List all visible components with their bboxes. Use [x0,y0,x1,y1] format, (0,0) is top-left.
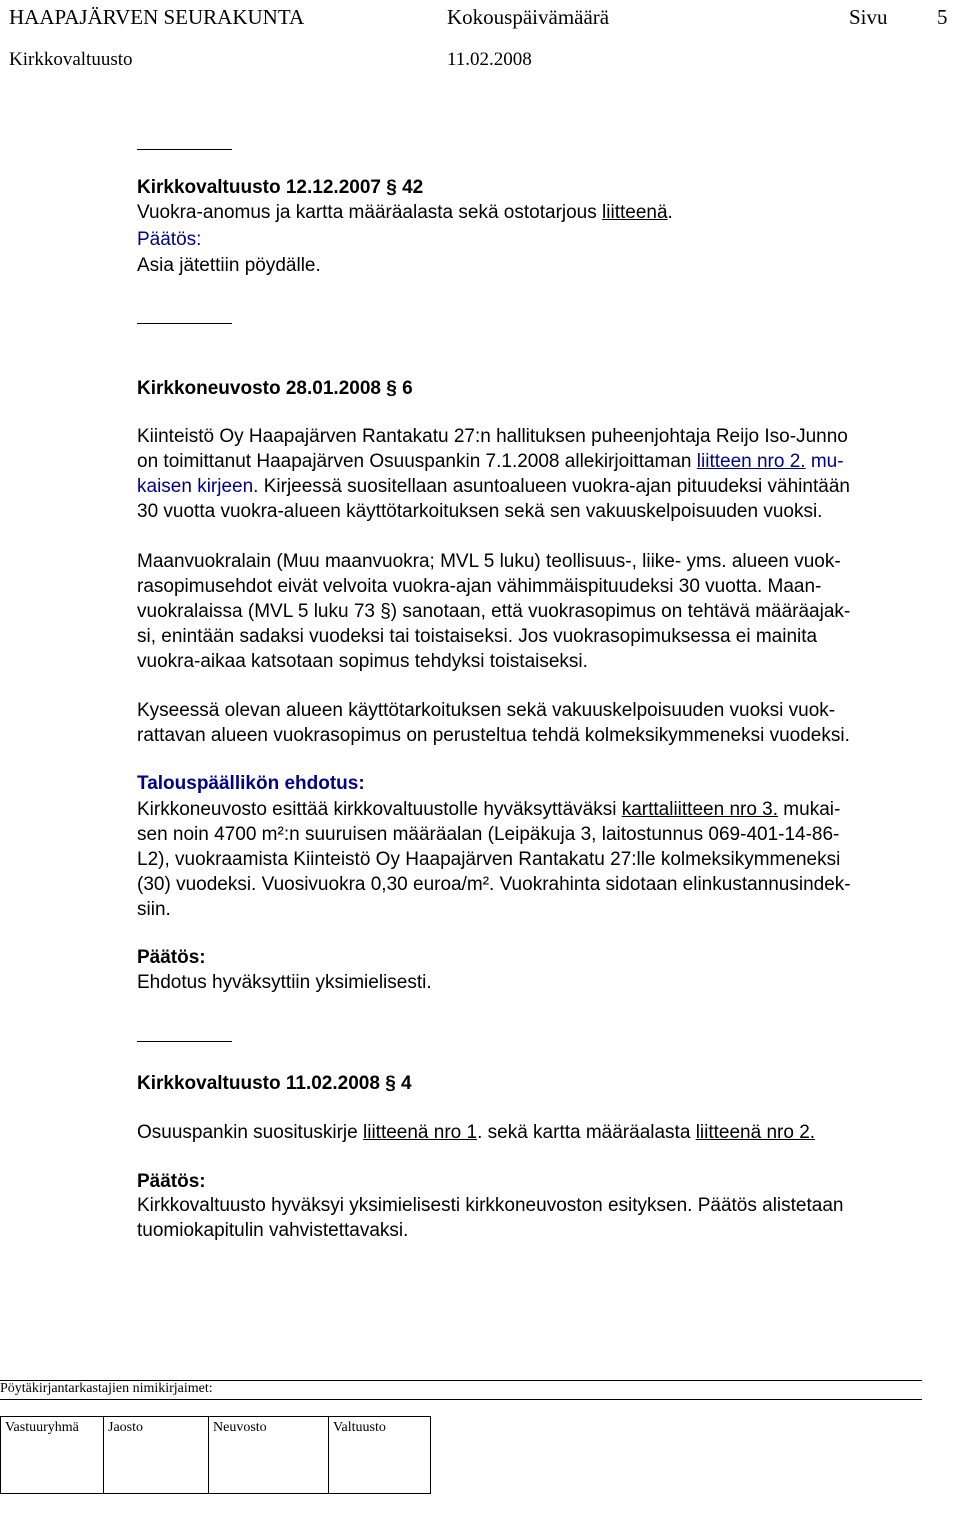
paragraph-line: Kirkkoneuvosto esittää kirkkovaltuustolle hyväksyttäväksi karttaliitteen nro 3. mukai- [137,799,841,820]
header-page-label: Sivu [849,5,888,29]
attachment-link[interactable]: liitteenä nro 2. [695,1122,816,1143]
attachment-link[interactable]: liitteenä nro 1 [363,1122,478,1143]
signature-cell-neuvosto: Neuvosto [209,1417,329,1494]
footer-rule [0,1399,922,1400]
paragraph-line: si, enintään sadaksi vuodeksi tai toistaiseksi. Jos vuokrasopimuksessa ei mainita [137,626,818,647]
signature-table [0,1416,431,1494]
attachment-link[interactable]: liitteenä [602,202,668,223]
footer-rule [0,1380,922,1381]
header-date: 11.02.2008 [447,49,532,70]
attachment-link[interactable]: karttaliitteen nro 3. [621,799,779,820]
paragraph-line: L2), vuokraamista Kiinteistö Oy Haapajärven Rantakatu 27:lle kolmeksikymmeneksi [137,849,841,870]
decision-label: Päätös: [137,229,202,250]
section-divider [137,1041,232,1042]
paragraph-line: kaisen kirjeen. Kirjeessä suositellaan asuntoalueen vuokra-ajan pituudeksi vähintään [137,476,850,497]
section-divider [137,149,232,150]
proposal-label: Talouspäällikön ehdotus: [137,773,365,794]
paragraph-line: vuokralaissa (MVL 5 luku 73 §) sanotaan, että vuokrasopimus on tehtävä määräajak- [137,601,851,622]
header-page-number: 5 [937,5,948,29]
decision-text: Ehdotus hyväksyttiin yksimielisesti. [137,972,432,993]
paragraph-line: Maanvuokralain (Muu maanvuokra; MVL 5 luku) teollisuus-, liike- yms. alueen vuok- [137,551,841,572]
paragraph-line: siin. [137,899,171,920]
decision-label: Päätös: [137,1171,206,1192]
decision-text: Kirkkovaltuusto hyväksyi yksimielisesti kirkkoneuvoston esityksen. Päätös alistetaan [137,1195,844,1216]
signatures-label: Pöytäkirjantarkastajien nimikirjaimet: [0,1381,213,1396]
paragraph-line: Kiinteistö Oy Haapajärven Rantakatu 27:n hallituksen puheenjohtaja Reijo Iso-Junno [137,426,848,447]
paragraph-line: vuokra-aikaa katsotaan sopimus tehdyksi toistaiseksi. [137,651,588,672]
section-heading-kv-2008: Kirkkovaltuusto 11.02.2008 § 4 [137,1073,412,1094]
header-meeting-date-label: Kokouspäivämäärä [447,5,610,29]
attachment-link[interactable]: liitteen nro 2. [696,451,806,472]
signature-cell-valtuusto: Valtuusto [329,1417,431,1494]
paragraph-line: rasopimusehdot eivät velvoita vuokra-ajan vähimmäispituudeksi 30 vuotta. Maan- [137,576,822,597]
paragraph-line: Osuuspankin suosituskirje liitteenä nro 1. sekä kartta määräalasta liitteenä nro 2. [137,1122,816,1143]
decision-text: tuomiokapitulin vahvistettavaksi. [137,1220,409,1241]
decision-label: Päätös: [137,947,206,968]
signature-cell-vastuuryhma: Vastuuryhmä [1,1417,104,1494]
section-heading-kn-2008: Kirkkoneuvosto 28.01.2008 § 6 [137,378,413,399]
paragraph-line: 30 vuotta vuokra-alueen käyttötarkoituksen sekä sen vakuuskelpoisuuden vuoksi. [137,501,823,522]
paragraph-line: sen noin 4700 m²:n suuruisen määräalan (Leipäkuja 3, laitostunnus 069-401-14-86- [137,824,840,845]
paragraph-line: rattavan alueen vuokrasopimus on perusteltua tehdä kolmeksikymmeneksi vuodeksi. [137,725,850,746]
header-body: Kirkkovaltuusto [9,49,133,70]
header-org: HAAPAJÄRVEN SEURAKUNTA [9,5,305,29]
paragraph-line: Kyseessä olevan alueen käyttötarkoituksen sekä vakuuskelpoisuuden vuoksi vuok- [137,700,836,721]
section-divider [137,323,232,324]
paragraph-line: Vuokra-anomus ja kartta määräalasta sekä ostotarjous liitteenä. [137,202,673,223]
paragraph-line: (30) vuodeksi. Vuosivuokra 0,30 euroa/m². Vuokrahinta sidotaan elinkustannusindek- [137,874,851,895]
section-heading-kv-2007: Kirkkovaltuusto 12.12.2007 § 42 [137,177,424,198]
signature-cell-jaosto: Jaosto [104,1417,209,1494]
decision-text: Asia jätettiin pöydälle. [137,255,321,276]
paragraph-line: on toimittanut Haapajärven Osuuspankin 7.1.2008 allekirjoittaman liitteen nro 2. mu- [137,451,844,472]
